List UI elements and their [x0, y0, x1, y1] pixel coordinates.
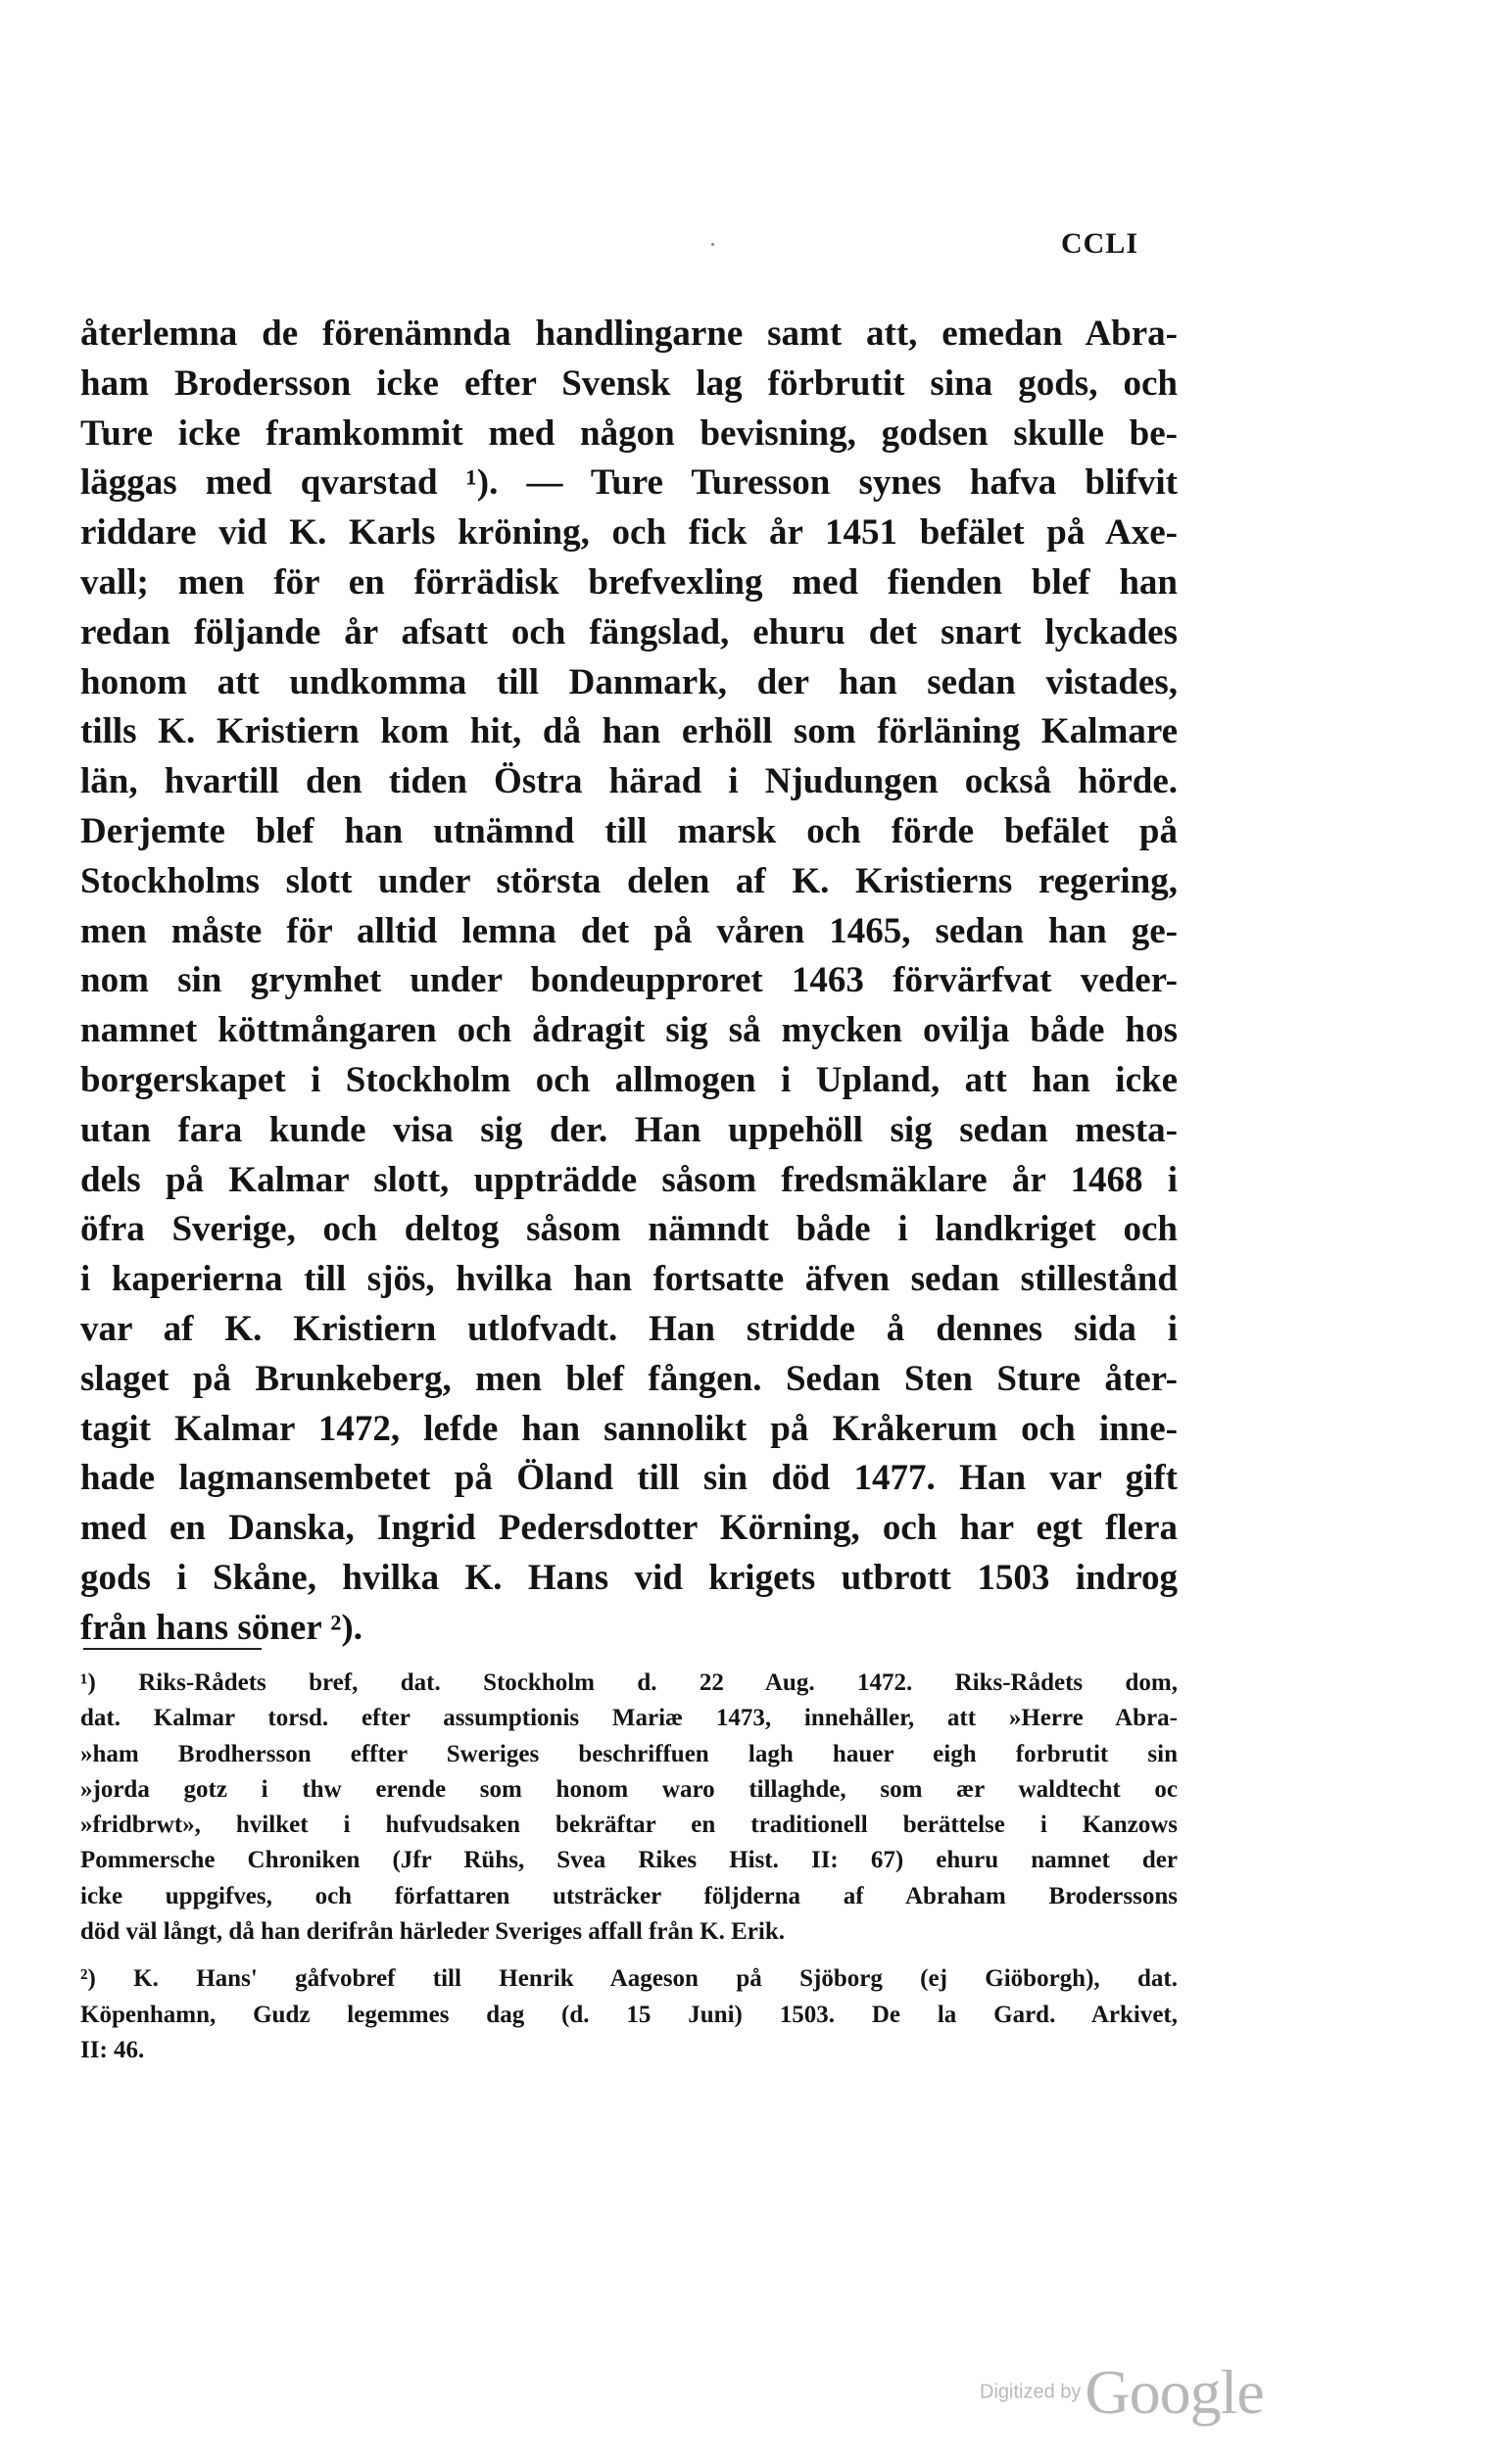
footnote-1-line: dat. Kalmar torsd. efter assumptionis Mariæ 1473, innehåller, att »Herre Abra-: [80, 1705, 1178, 1732]
text-line: i kaperierna till sjös, hvilka han fortsatte äfven sedan stillestånd: [80, 1259, 1178, 1300]
footnote-divider: [83, 1648, 262, 1650]
text-line: Ture icke framkommit med någon bevisning, godsen skulle be-: [80, 412, 1178, 454]
text-line: Stockholms slott under största delen af K. Kristierns regering,: [80, 860, 1178, 901]
text-line: utan fara kunde visa sig der. Han uppehöll sig sedan mesta-: [80, 1109, 1178, 1150]
text-line: från hans söner ²).: [80, 1607, 362, 1648]
text-line: nom sin grymhet under bondeupproret 1463 förvärfvat veder-: [80, 960, 1178, 1001]
footnote-1-line: död väl långt, då han derifrån härleder Sveriges affall från K. Erik.: [80, 1918, 785, 1946]
text-line: öfra Sverige, och deltog såsom nämndt både i landkriget och: [80, 1209, 1178, 1250]
text-line: borgerskapet i Stockholm och allmogen i Upland, att han icke: [80, 1059, 1178, 1100]
text-line: men måste för alltid lemna det på våren 1465, sedan han ge-: [80, 910, 1178, 951]
text-line: tills K. Kristiern kom hit, då han erhöll som förläning Kalmare: [80, 711, 1178, 752]
text-line: honom att undkomma till Danmark, der han sedan vistades,: [80, 661, 1178, 702]
footnote-1-line: icke uppgifves, och författaren utsträcker följderna af Abraham Broderssons: [80, 1882, 1178, 1909]
text-line: läggas med qvarstad ¹). — Ture Turesson synes hafva blifvit: [80, 462, 1178, 504]
footnote-1-line: Pommersche Chroniken (Jfr Rühs, Svea Rikes Hist. II: 67) ehuru namnet der: [80, 1847, 1178, 1874]
text-line: tagit Kalmar 1472, lefde han sannolikt på Kråkerum och inne-: [80, 1408, 1178, 1449]
footnote-1-line: »jorda gotz i thw erende som honom waro tillaghde, som ær waldtecht oc: [80, 1775, 1178, 1803]
footnotes: [80, 1666, 1178, 2068]
page-speck: [711, 243, 714, 246]
text-line: vall; men för en förrädisk brefvexling med fienden blef han: [80, 561, 1178, 603]
text-line: Derjemte blef han utnämnd till marsk och förde befälet på: [80, 810, 1178, 851]
google-logo: Google: [1085, 2357, 1264, 2427]
footnote-2-line: Köpenhamn, Gudz legemmes dag (d. 15 Juni) 1503. De la Gard. Arkivet,: [80, 2001, 1178, 2028]
text-line: med en Danska, Ingrid Pedersdotter Körning, och har egt flera: [80, 1508, 1178, 1549]
text-line: återlemna de förenämnda handlingarne samt att, emedan Abra-: [80, 314, 1178, 354]
watermark-prefix: Digitized by: [980, 2381, 1082, 2403]
text-line: riddare vid K. Karls kröning, och fick år 1451 befälet på Axe-: [80, 512, 1178, 554]
text-line: redan följande år afsatt och fängslad, ehuru det snart lyckades: [80, 611, 1178, 652]
page-number: CCLI: [1061, 227, 1139, 260]
text-line: namnet köttmångaren och ådragit sig så mycken ovilja både hos: [80, 1010, 1178, 1051]
main-text: [80, 310, 1178, 1654]
text-line: gods i Skåne, hvilka K. Hans vid krigets utbrott 1503 indrog: [80, 1557, 1178, 1598]
text-line: ham Brodersson icke efter Svensk lag förbrutit sina gods, och: [80, 362, 1178, 404]
digitized-by-watermark: [980, 2356, 1264, 2429]
footnote-1-line: ¹) Riks-Rådets bref, dat. Stockholm d. 22 Aug. 1472. Riks-Rådets dom,: [80, 1669, 1178, 1696]
text-line: dels på Kalmar slott, uppträdde såsom fredsmäklare år 1468 i: [80, 1159, 1178, 1200]
text-line: var af K. Kristiern utlofvadt. Han stridde å dennes sida i: [80, 1308, 1178, 1349]
text-line: län, hvartill den tiden Östra härad i Njudungen också hörde.: [80, 761, 1178, 802]
footnote-2-line: II: 46.: [80, 2036, 145, 2063]
text-line: slaget på Brunkeberg, men blef fången. Sedan Sten Sture åter-: [80, 1358, 1178, 1399]
footnote-2-line: ²) K. Hans' gåfvobref till Henrik Aageson på Sjöborg (ej Giöborgh), dat.: [80, 1965, 1178, 1993]
footnote-1-line: »ham Brodhersson effter Sweriges beschriffuen lagh hauer eigh forbrutit sin: [80, 1740, 1178, 1767]
footnote-1-line: »fridbrwt», hvilket i hufvudsaken bekräftar en traditionell berättelse i Kanzows: [80, 1812, 1178, 1839]
text-line: hade lagmansembetet på Öland till sin död 1477. Han var gift: [80, 1458, 1178, 1499]
